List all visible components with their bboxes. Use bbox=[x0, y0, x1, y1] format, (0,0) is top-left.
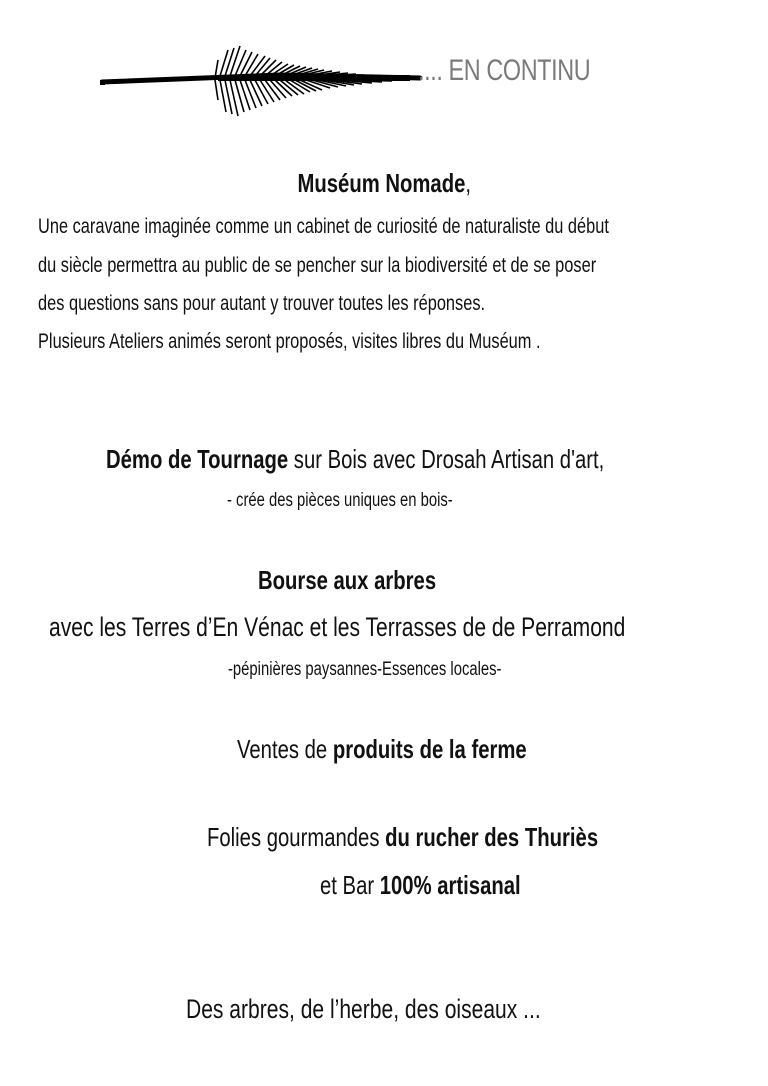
bourse-line: avec les Terres d’En Vénac et les Terrasses de de Perramond bbox=[49, 612, 626, 642]
demo-subtitle: - crée des pièces uniques en bois- bbox=[227, 490, 453, 511]
ventes-bold: produits de la ferme bbox=[332, 734, 527, 764]
folies-prefix: Folies gourmandes bbox=[207, 822, 386, 852]
bourse-heading bbox=[258, 565, 436, 596]
museum-desc-line-3: des questions sans pour autant y trouver toutes les réponses. bbox=[38, 292, 486, 315]
museum-title: Muséum Nomade bbox=[297, 168, 466, 198]
demo-title: Démo de Tournage bbox=[106, 444, 289, 474]
demo-heading bbox=[106, 444, 604, 475]
folies-line bbox=[207, 822, 598, 853]
museum-desc-line-2: du siècle permettra au public de se pencher sur la biodiversité et de se poser bbox=[38, 254, 597, 277]
bourse-title: Bourse aux arbres bbox=[258, 565, 437, 595]
bar-bold: 100% artisanal bbox=[379, 870, 521, 900]
folies-bold: du rucher des Thuriès bbox=[385, 822, 599, 852]
section-title: .... EN CONTINU bbox=[418, 54, 591, 87]
museum-desc-line-4: Plusieurs Ateliers animés seront proposés, visites libres du Muséum . bbox=[38, 330, 541, 353]
museum-title-suffix: , bbox=[465, 168, 471, 198]
ventes-line bbox=[237, 734, 527, 765]
museum-desc-line-1: Une caravane imaginée comme un cabinet de curiosité de naturaliste du début bbox=[38, 215, 609, 238]
footer-text: Des arbres, de l’herbe, des oiseaux ... bbox=[186, 994, 541, 1024]
ventes-prefix: Ventes de bbox=[237, 734, 333, 764]
bar-line bbox=[320, 870, 521, 901]
museum-heading bbox=[0, 168, 768, 199]
bar-prefix: et Bar bbox=[320, 870, 380, 900]
demo-rest: sur Bois avec Drosah Artisan d'art, bbox=[288, 444, 605, 474]
fir-branch-icon bbox=[100, 40, 430, 120]
bourse-subtitle: -pépinières paysannes-Essences locales- bbox=[228, 659, 502, 680]
